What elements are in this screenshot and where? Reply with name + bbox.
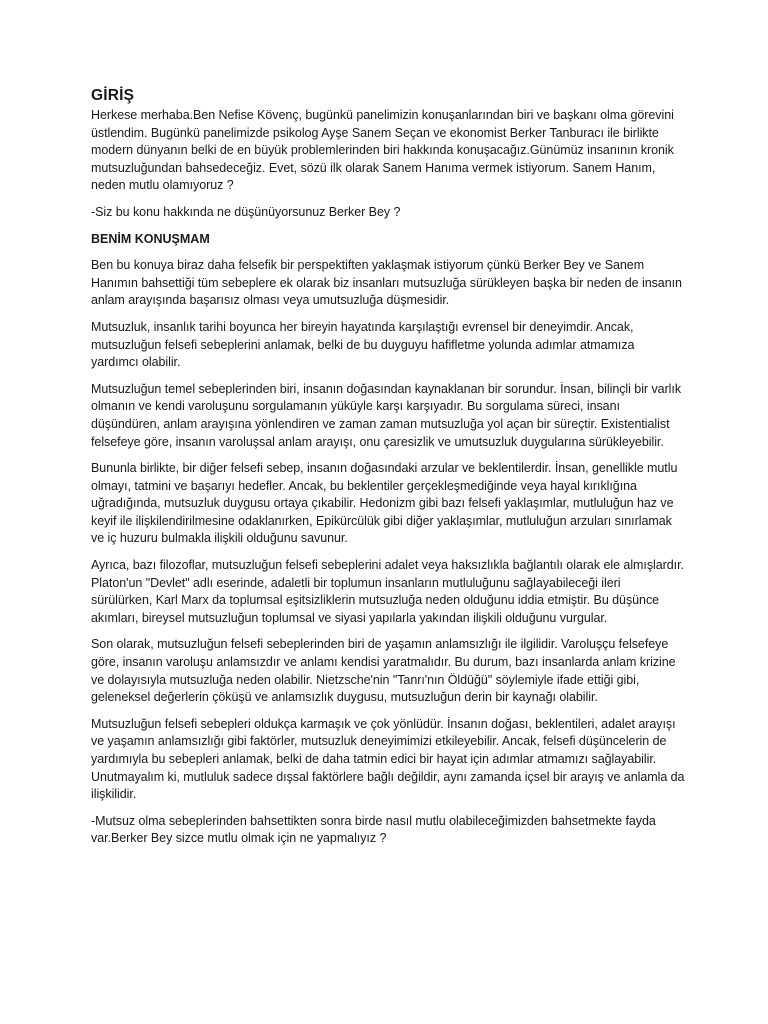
question-paragraph: -Siz bu konu hakkında ne düşünüyorsunuz Berker Bey ? [91,204,401,219]
body-paragraph: Mutsuzluğun felsefi sebepleri oldukça karmaşık ve çok yönlüdür. İnsanın doğası, beklentileri, adalet arayışı ve yaşamın anlamsızlığı gibi faktörler, mutsuzluk deneyimimizi etkileyebilir. Ancak, felsefi düşüncelerin de yardımıyla bu sebepleri anlamak, belki de daha tatmin edici bir hayat için adımlar atmamızı sağlayabilir. Unutmayalım ki, mutluluk sadece dışsal faktörlere bağlı değildir, aynı zamanda içsel bir arayış ve anlamla da ilişkilidir. [91,716,685,802]
section-heading: BENİM KONUŞMAM [91,231,210,246]
intro-paragraph: Herkese merhaba.Ben Nefise Kövenç, bugünkü panelimizin konuşanlarından biri ve başkanı olma görevini üstlendim. Bugünkü panelimizde psikolog Ayşe Sanem Seçan ve ekonomist Berker Tanburacı ile birlikte modern dünyanın belki de en büyük problemlerinden biri hakkında konuşacağız.Günümüz insanının kronik mutsuzluğundan bahsedeceğiz. Evet, sözü ilk olarak Sanem Hanıma vermek istiyorum. Sanem Hanım, neden mutlu olamıyoruz ? [91,108,674,193]
body-paragraph: Son olarak, mutsuzluğun felsefi sebeplerinden biri de yaşamın anlamsızlığı ile ilgilidir. Varoluşçu felsefeye göre, insanın varoluşu anlamsızdır ve anlamı kendisi yaratmalıdır. Bu durum, bazı insanlarda anlam krizine ve dolayısıyla mutsuzluğa neden olabilir. Nietzsche'nin "Tanrı'nın Öldüğü" söylemiyle ifade ettiği gibi, geleneksel değerlerin çöküşü ve anlamsızlık duygusu, mutsuzluğun derin bir kaynağı olabilir. [91,637,676,705]
body-paragraph: Mutsuzluğun temel sebeplerinden biri, insanın doğasından kaynaklanan bir sorundur. İnsan, bilinçli bir varlık olmanın ve kendi varoluşunu sorgulamanın yüküyle karşı karşıyadır. Bu sorgulama süreci, insanı düşündüren, anlam arayışına yönlendiren ve zaman zaman mutsuzluğa yol açan bir süreçtir. Existentialist felsefeye göre, insanın varoluşsal anlam arayışı, onu çaresizlik ve umutsuzluk duygularına sürükleyebilir. [91,381,682,449]
body-paragraph: Ben bu konuya biraz daha felsefik bir perspektiften yaklaşmak istiyorum çünkü Berker Bey ve Sanem Hanımın bahsettiği tüm sebeplere ek olarak biz insanları mutsuzluğa sürükleyen başka bir neden de insanın anlam arayışında başarısız olması veya umutsuzluğa düşmesidir. [91,258,682,308]
body-paragraph: Mutsuzluk, insanlık tarihi boyunca her bireyin hayatında karşılaştığı evrensel bir deneyimdir. Ancak, mutsuzluğun felsefi sebeplerini anlamak, belki de bu duyguyu hafifletme yolunda adımlar atmamıza yardımcı olabilir. [91,319,635,370]
document-page [91,86,685,857]
body-paragraph: Bununla birlikte, bir diğer felsefi sebep, insanın doğasındaki arzular ve beklentilerdir. İnsan, genellikle mutlu olmayı, tatmini ve başarıyı hedefler. Ancak, bu beklentiler gerçekleşmediğinde veya hayal kırıklığına uğradığında, mutsuzluk duygusu ortaya çıkabilir. Hedonizm gibi bazı felsefi yaklaşımlar, mutluluğun haz ve keyif ile ilişkilendirilmesine odaklanırken, Epikürcülük gibi diğer yaklaşımlar, mutluluğun arzuları sınırlamak ve iç huzuru bulmakla ilişkili olduğunu savunur. [91,461,678,546]
document-title: GİRİŞ [91,87,135,104]
body-paragraph: Ayrıca, bazı filozoflar, mutsuzluğun felsefi sebeplerini adalet veya haksızlıkla bağlantılı olarak ele almışlardır. Platon'un "Devlet" adlı eserinde, adaletli bir toplumun insanların mutluluğunu sağlayabileceği ileri sürülürken, Karl Marx da toplumsal eşitsizliklerin mutsuzluğa neden olduğunu iddia etmiştir. Bu düşünce akımları, bireysel mutsuzluğun toplumsal ve siyasi yapılarla yakından ilişkili olduğunu vurgular. [91,558,684,625]
closing-question-paragraph: -Mutsuz olma sebeplerinden bahsettikten sonra birde nasıl mutlu olabileceğimizden bahsetmekte fayda var.Berker Bey sizce mutlu olmak için ne yapmalıyız ? [91,813,656,846]
